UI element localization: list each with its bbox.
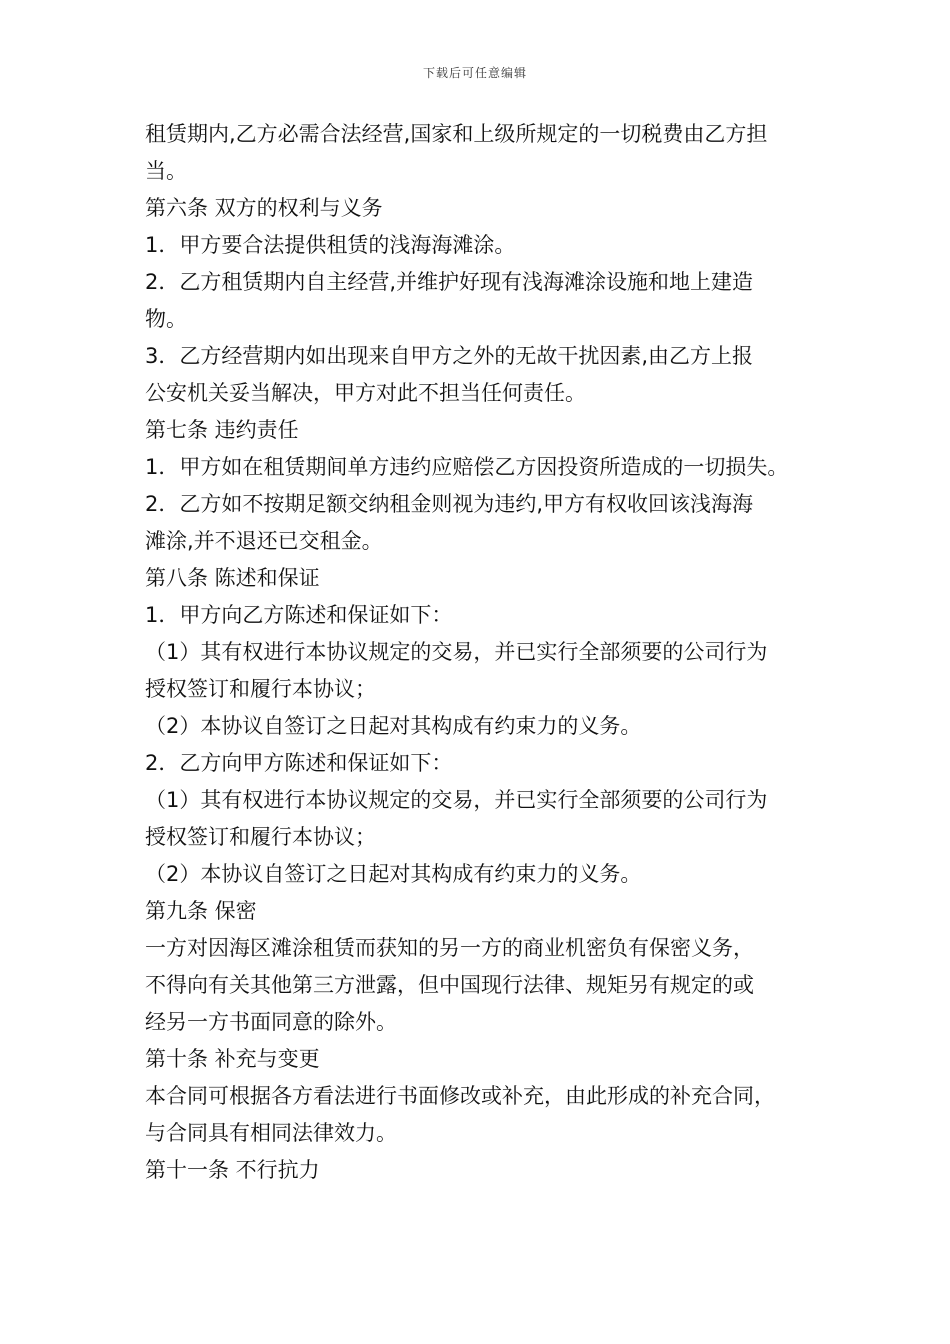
text-line: 1．甲方要合法提供租赁的浅海海滩涂。	[145, 233, 516, 257]
text-line: 1．甲方向乙方陈述和保证如下：	[145, 603, 453, 627]
text-line: 授权签订和履行本协议；	[145, 677, 376, 701]
text-line: （1）其有权进行本协议规定的交易，并已实行全部须要的公司行为	[145, 640, 768, 664]
text-line: （2）本协议自签订之日起对其构成有约束力的义务。	[145, 714, 642, 738]
section-heading: 第六条 双方的权利与义务	[145, 196, 383, 220]
text-line: 1．甲方如在租赁期间单方违约应赔偿乙方因投资所造成的一切损失。	[145, 455, 789, 479]
text-line: 不得向有关其他第三方泄露，但中国现行法律、规矩另有规定的或	[145, 973, 754, 997]
section-heading: 第九条 保密	[145, 899, 257, 923]
text-line: 公安机关妥当解决，甲方对此不担当任何责任。	[145, 381, 586, 405]
text-line: 本合同可根据各方看法进行书面修改或补充，由此形成的补充合同，	[145, 1084, 775, 1108]
section-heading: 第十条 补充与变更	[145, 1047, 320, 1071]
text-line: 当。	[145, 159, 187, 183]
text-line: 一方对因海区滩涂租赁而获知的另一方的商业机密负有保密义务，	[145, 936, 754, 960]
text-line: 物。	[145, 307, 187, 331]
section-heading: 第八条 陈述和保证	[145, 566, 320, 590]
text-line: 授权签订和履行本协议；	[145, 825, 376, 849]
section-heading: 第七条 违约责任	[145, 418, 299, 442]
text-line: 2．乙方向甲方陈述和保证如下：	[145, 751, 453, 775]
section-heading: 第十一条 不行抗力	[145, 1158, 320, 1182]
text-line: （1）其有权进行本协议规定的交易，并已实行全部须要的公司行为	[145, 788, 768, 812]
text-line: 3．乙方经营期内如出现来自甲方之外的无故干扰因素,由乙方上报	[145, 344, 754, 368]
text-line: 2．乙方租赁期内自主经营,并维护好现有浅海滩涂设施和地上建造	[145, 270, 754, 294]
text-line: （2）本协议自签订之日起对其构成有约束力的义务。	[145, 862, 642, 886]
text-line: 租赁期内,乙方必需合法经营,国家和上级所规定的一切税费由乙方担	[145, 122, 768, 146]
document-body	[145, 116, 835, 1189]
page-header: 下载后可任意编辑	[422, 66, 527, 80]
text-line: 与合同具有相同法律效力。	[145, 1121, 397, 1145]
text-line: 滩涂,并不退还已交租金。	[145, 529, 383, 553]
text-line: 2．乙方如不按期足额交纳租金则视为违约,甲方有权收回该浅海海	[145, 492, 754, 516]
text-line: 经另一方书面同意的除外。	[145, 1010, 397, 1034]
